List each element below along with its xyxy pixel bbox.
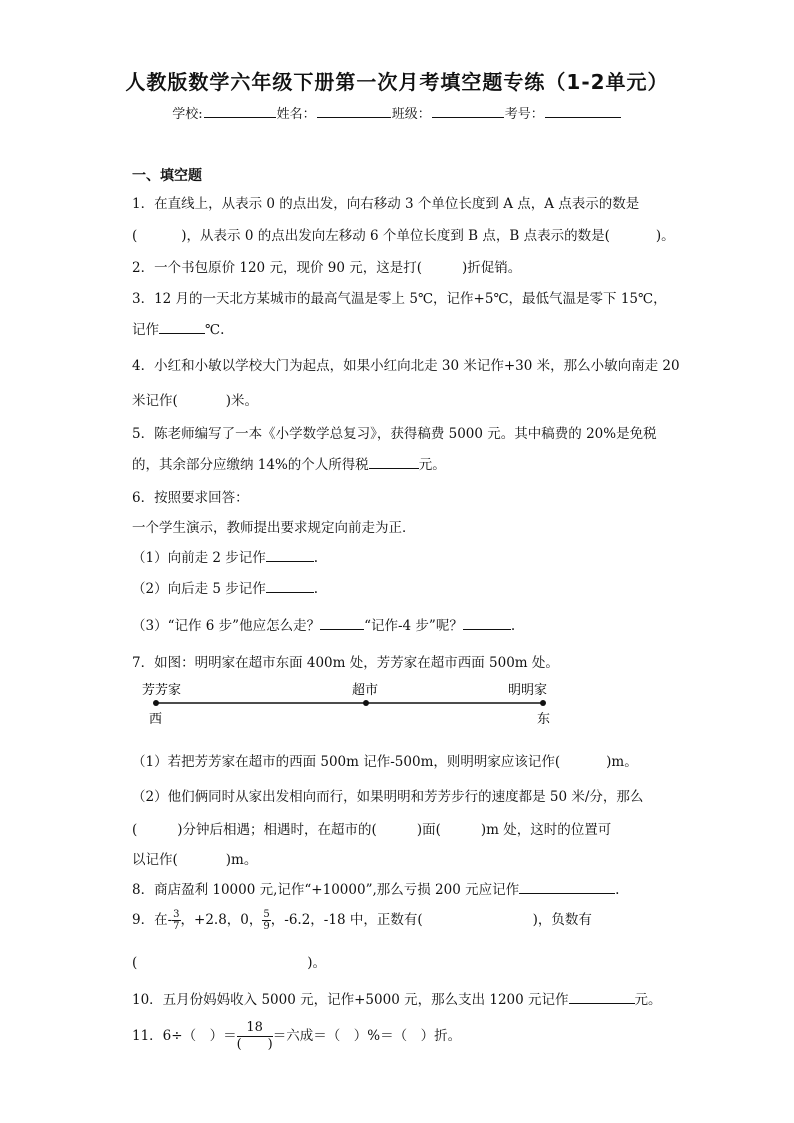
q9-fraction-1: $\frac{3}{7}$ [173,909,180,932]
q7-part2-line1: （2）他们俩同时从家出发相向而行，如果明明和芳芳步行的速度都是 50 米/分，那么 [132,789,644,805]
school-label: 学校: [172,107,203,122]
name-field[interactable] [317,104,391,118]
q6-intro: 一个学生演示，教师提出要求规定向前走为正． [132,520,416,536]
q2-line: 2．一个书包原价 120 元，现价 90 元，这是打( )折促销。 [132,260,522,276]
q6-stem: 6．按照要求回答： [132,490,249,506]
q7-stem: 7．如图：明明家在超市东面 400m 处，芳芳家在超市西面 500m 处。 [132,655,559,671]
q9-fraction-2: $\frac{5}{9}$ [263,909,270,932]
q6-blank-2[interactable] [266,580,314,593]
q7-part2-line3: 以记作( )m。 [132,852,258,868]
point-mingming [540,700,546,706]
exam-title: 人教版数学六年级下册第一次月考填空题专练（1-2单元） [125,70,669,94]
q5-line1: 5．陈老师编写了一本《小学数学总复习》，获得稿费 5000 元。其中稿费的 20%是免税 [132,426,657,442]
section-title: 一、填空题 [132,168,202,184]
q6-part2: （2）向后走 5 步记作 . [132,581,319,597]
q1-line2: ( )，从表示 0 的点出发向左移动 6 个单位长度到 B 点，B 点表示的数是( )。 [132,228,675,244]
q3-line1: 3．12 月的一天北方某城市的最高气温是零上 5℃，记作+5℃，最低气温是零下 15℃， [132,291,667,307]
school-field[interactable] [204,104,276,118]
label-west: 西 [149,712,163,727]
q9-line2: ( )。 [132,955,327,971]
q4-line2: 米记作( )米。 [132,393,259,409]
q3-blank[interactable] [159,321,205,334]
label-fangfang-home: 芳芳家 [142,683,182,698]
q6-part1: （1）向前走 2 步记作 . [132,550,319,566]
q5-line2: 的，其余部分应缴纳 14%的个人所得税 元。 [132,457,446,473]
q10-blank[interactable] [569,991,635,1004]
q7-part1: （1）若把芳芳家在超市的西面 500m 记作-500m，则明明家应该记作( )m。 [132,754,638,770]
q6-blank-1[interactable] [266,549,314,562]
q10-line: 10．五月份妈妈收入 5000 元，记作+5000 元，那么支出 1200 元记作 元。 [132,992,662,1008]
q7-number-line-diagram [132,678,572,728]
label-east: 东 [537,712,551,727]
q8-line: 8．商店盈利 10000 元,记作“+10000”,那么亏损 200 元应记作 . [132,882,620,898]
q6-part3: （3）“记作 6 步”他应怎么走？ “记作-4 步”呢？ . [132,618,516,634]
q9-line1: 9．在- $\frac{3}{7}$ ，+2.8，0， $\frac{5}{9}$ ，-6.2，-18 中，正数有( )，负数有 [132,909,592,932]
point-supermarket [363,700,369,706]
number-label: 考号： [504,107,544,122]
q6-blank-3[interactable] [320,617,364,630]
q11-line: 11．6÷（ ）＝ $\frac{18}{( )}$ ＝六成＝（ ）%＝（ ）折。 [132,1020,462,1052]
label-mingming-home: 明明家 [508,683,548,698]
name-label: 姓名： [276,107,316,122]
class-field[interactable] [432,104,504,118]
q6-blank-4[interactable] [463,617,511,630]
label-supermarket: 超市 [352,683,379,698]
point-fangfang [153,700,159,706]
student-info-line [0,103,794,122]
q11-fraction: $\frac{18}{( )}$ [236,1020,273,1052]
q4-line1: 4．小红和小敏以学校大门为起点，如果小红向北走 30 米记作+30 米，那么小敏向南走 20 [132,358,680,374]
q7-part2-line2: ( )分钟后相遇；相遇时，在超市的( )面( )m 处，这时的位置可 [132,822,612,838]
q3-line2: 记作 ℃. [132,322,225,338]
q1-line1: 1．在直线上，从表示 0 的点出发，向右移动 3 个单位长度到 A 点，A 点表示的数是 [132,196,640,212]
number-field[interactable] [545,104,621,118]
q8-blank[interactable] [519,881,615,894]
q5-blank[interactable] [369,456,419,469]
class-label: 班级： [391,107,431,122]
